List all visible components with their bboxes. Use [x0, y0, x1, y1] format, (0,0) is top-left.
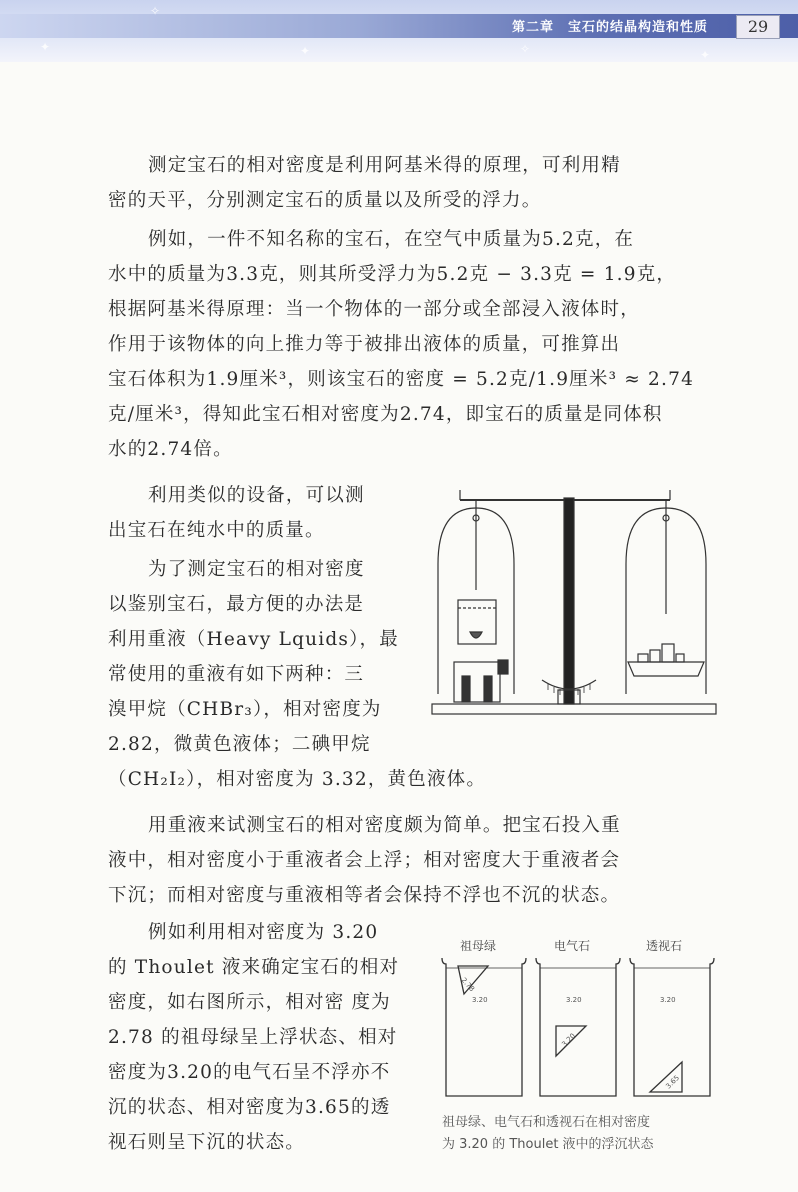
figure-caption: [442, 1112, 742, 1156]
gem-value-2: 3.20: [560, 1031, 578, 1049]
text-line: 利用重液（Heavy Lquids），最: [108, 629, 399, 650]
liquid-density-1: 3.20: [472, 996, 488, 1004]
text-line: 宝石体积为1.9厘米³，则该宝石的密度 = 5.2克/1.9厘米³ ≈ 2.74: [108, 369, 695, 390]
text-line: 以鉴别宝石，最方便的办法是: [108, 594, 365, 615]
text-line: 用重液来试测宝石的相对密度颇为简单。把宝石投入重: [148, 815, 621, 836]
text-line: 视石则呈下沉的状态。: [108, 1132, 306, 1153]
text-line: 的 Thoulet 液来确定宝石的相对: [108, 957, 400, 978]
text-line: 例如，一件不知名称的宝石，在空气中质量为5.2克，在: [148, 229, 635, 250]
text-line: 2.82，微黄色液体；二碘甲烷: [108, 734, 371, 755]
text-line: 出宝石在纯水中的质量。: [108, 520, 325, 541]
paragraph-3: [108, 478, 428, 548]
text-line: 根据阿基米得原理：当一个物体的一部分或全部浸入液体时，: [108, 299, 640, 320]
chapter-title: 第二章 宝石的结晶构造和性质: [511, 20, 708, 35]
liquid-density-3: 3.20: [660, 996, 676, 1004]
text-line: 下沉；而相对密度与重液相等者会保持不浮也不沉的状态。: [108, 885, 621, 906]
text-line: 密的天平，分别测定宝石的质量以及所受的浮力。: [108, 190, 542, 211]
text-line: 作用于该物体的向上推力等于被排出液体的质量，可推算出: [108, 334, 621, 355]
star-decoration: ✧: [150, 4, 161, 18]
beakers-figure: [438, 936, 720, 1102]
text-line: 溴甲烷（CHBr₃），相对密度为: [108, 699, 382, 720]
star-decoration: ✦: [300, 44, 311, 58]
paragraph-4: [108, 552, 487, 797]
text-line: 例如利用相对密度为 3.20: [148, 922, 379, 943]
text-line: 利用类似的设备，可以测: [148, 485, 365, 506]
text-line: 液中，相对密度小于重液者会上浮；相对密度大于重液者会: [108, 850, 621, 871]
paragraph-6: [108, 915, 428, 1160]
text-line: 为了测定宝石的相对密度: [148, 559, 365, 580]
text-line: 沉的状态、相对密度为3.65的透: [108, 1097, 391, 1118]
paragraph-1: [108, 148, 708, 218]
star-decoration: ✧: [520, 42, 531, 56]
label-dioptase: 透视石: [646, 939, 683, 953]
star-decoration: ✦: [40, 40, 51, 54]
liquid-density-2: 3.20: [566, 996, 582, 1004]
star-decoration: ✦: [700, 48, 711, 62]
text-line: 水中的质量为3.3克，则其所受浮力为5.2克 − 3.3克 = 1.9克，: [108, 264, 677, 285]
text-line: （CH₂I₂），相对密度为 3.32，黄色液体。: [108, 769, 487, 790]
paragraph-5: [108, 808, 708, 913]
caption-line: 为 3.20 的 Thoulet 液中的浮沉状态: [442, 1137, 654, 1152]
text-line: 密度，如右图所示，相对密 度为: [108, 992, 391, 1013]
text-line: 2.78 的祖母绿呈上浮状态、相对: [108, 1027, 398, 1048]
caption-line: 祖母绿、电气石和透视石在相对密度: [442, 1115, 651, 1130]
label-tourmaline: 电气石: [554, 939, 591, 953]
text-line: 常使用的重液有如下两种：三: [108, 664, 365, 685]
page-number: 29: [736, 15, 780, 39]
paragraph-2: [108, 222, 708, 467]
text-line: 水的2.74倍。: [108, 439, 233, 460]
label-emerald: 祖母绿: [460, 939, 497, 953]
balance-figure: [430, 484, 720, 720]
text-line: 密度为3.20的电气石呈不浮亦不: [108, 1062, 391, 1083]
text-line: 测定宝石的相对密度是利用阿基米得的原理，可利用精: [148, 155, 621, 176]
gem-value-1: 2.78: [459, 976, 476, 994]
gem-value-3: 3.65: [664, 1073, 682, 1091]
text-line: 克/厘米³，得知此宝石相对密度为2.74，即宝石的质量是同体积: [108, 404, 663, 425]
